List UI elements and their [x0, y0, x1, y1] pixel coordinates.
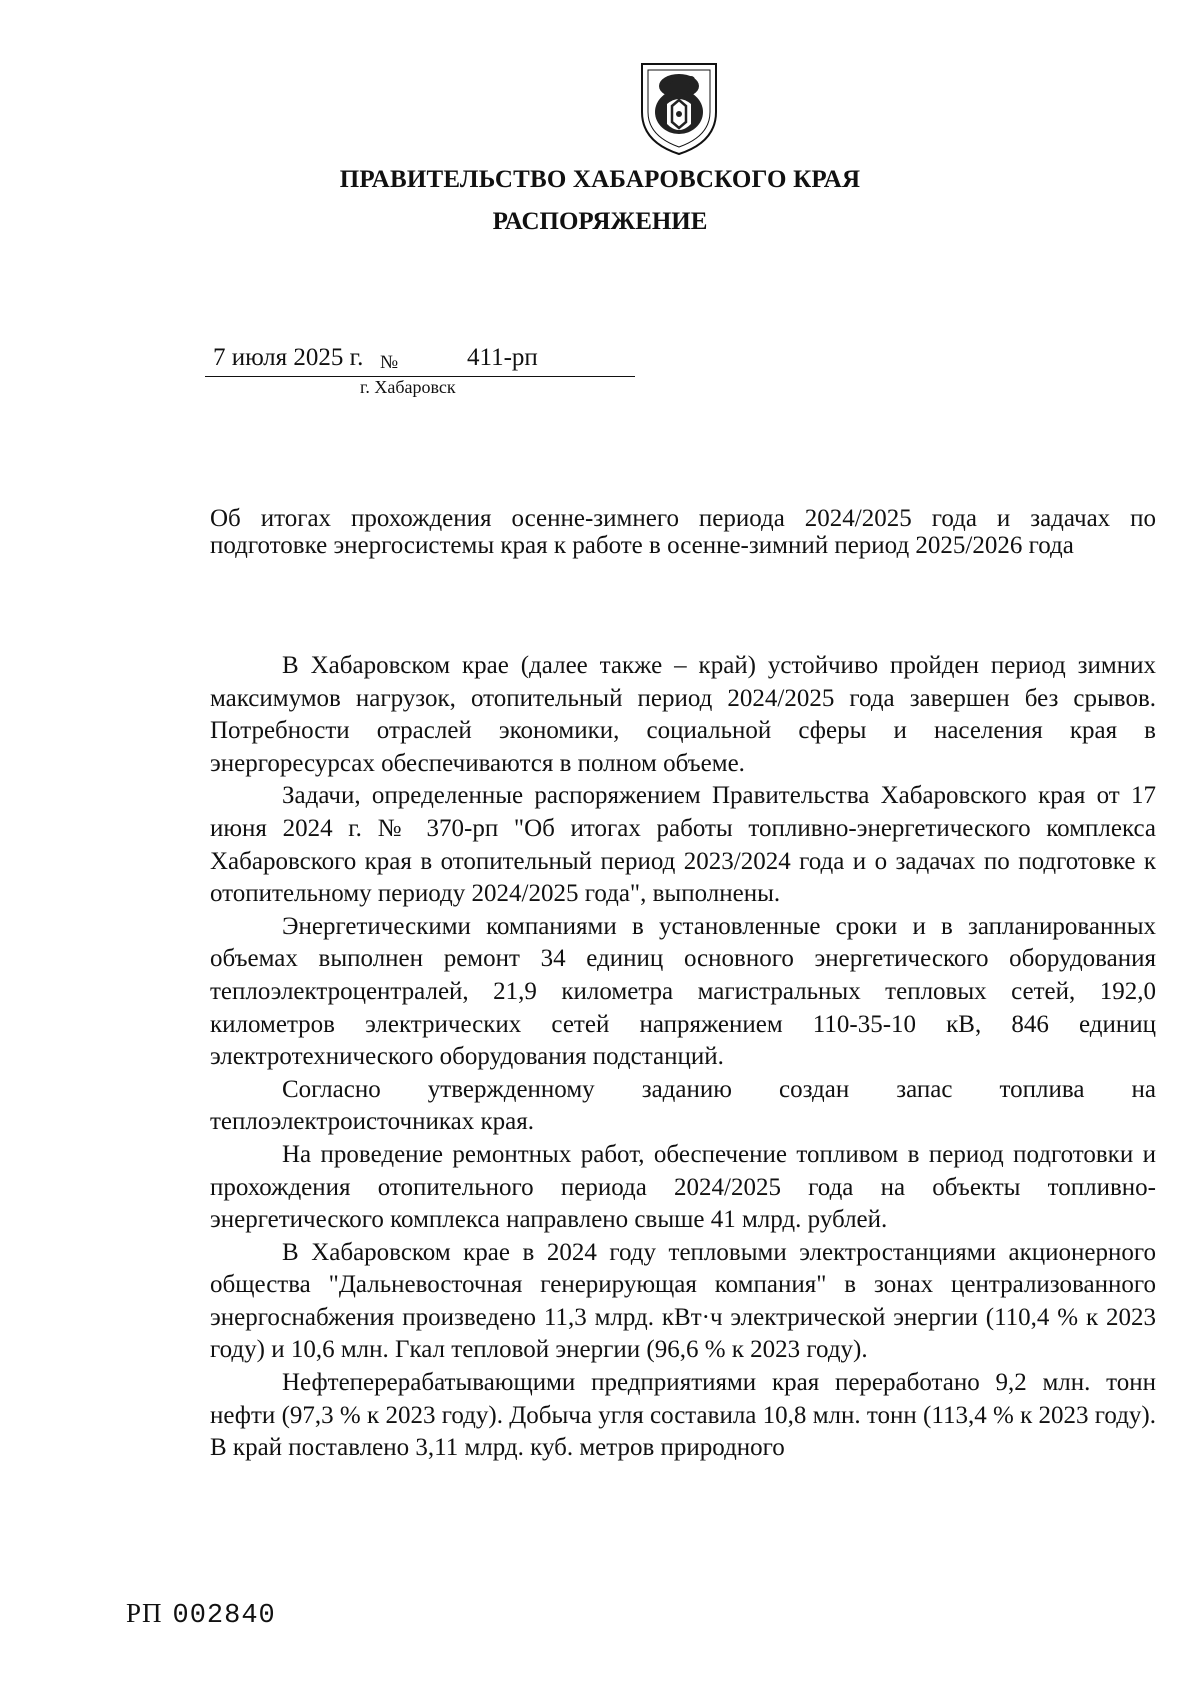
document-type: РАСПОРЯЖЕНИЕ: [492, 208, 708, 235]
paragraph: Согласно утвержденному заданию создан запас топлива на теплоэлектроисточниках края.: [210, 1075, 1156, 1136]
paragraph: В Хабаровском крае (далее также – край) устойчиво пройден период зимних максимумов нагрузок, отопительный период 2024/2025 года завершен без срывов. Потребности отраслей экономики, социальной сферы и населения края в энергоресурсах обеспечиваются в полном объеме.: [210, 652, 1156, 777]
document-subject: Об итогах прохождения осенне-зимнего периода 2024/2025 года и задачах по подготовке энергосистемы края к работе в осенне-зимний период 2025/2026 года: [210, 505, 1156, 559]
document-body: [210, 650, 1156, 1465]
serial-prefix: РП: [126, 1598, 163, 1628]
paragraph: На проведение ремонтных работ, обеспечение топливом в период подготовки и прохождения отопительного периода 2024/2025 года на объекты топливно-энергетического комплекса направлено свыше 41 млрд. рублей.: [210, 1140, 1156, 1234]
paragraph: Нефтеперерабатывающими предприятиями края переработано 9,2 млн. тонн нефти (97,3 % к 2023 году). Добыча угля составила 10,8 млн. тонн (113,4 % к 2023 году). В край поставлено 3,11 млрд. куб. метров природного: [210, 1369, 1156, 1462]
date-number-line: [205, 340, 635, 380]
document-date: 7 июля 2025 г.: [213, 344, 364, 371]
serial-number: 002840: [172, 1601, 276, 1631]
government-title: ПРАВИТЕЛЬСТВО ХАБАРОВСКОГО КРАЯ: [339, 166, 861, 193]
khabarovsk-coat-of-arms-icon: [636, 60, 722, 156]
document-serial: [126, 1598, 276, 1631]
document-city: г. Хабаровск: [360, 377, 456, 397]
paragraph: Задачи, определенные распоряжением Правительства Хабаровского края от 17 июня 2024 г. № 370-рп "Об итогах работы топливно-энергетического комплекса Хабаровского края в отопительный период 2023/2024 года и о задачах по подготовке к отопительному периоду 2024/2025 года", выполнены.: [210, 782, 1156, 908]
document-number: 411-рп: [467, 344, 538, 371]
paragraph: Энергетическими компаниями в установленные сроки и в запланированных объемах выполнен ремонт 34 единиц основного энергетического оборудования теплоэлектроцентралей, 21,9 километра магистральных тепловых сетей, 192,0 километров электрических сетей напряжением 110-35-10 кВ, 846 единиц электротехнического оборудования подстанций.: [210, 912, 1156, 1071]
paragraph: В Хабаровском крае в 2024 году тепловыми электростанциями акционерного общества "Дальневосточная генерирующая компания" в зонах централизованного энергоснабжения произведено 11,3 млрд. кВт·ч электрической энергии (110,4 % к 2023 году) и 10,6 млн. Гкал тепловой энергии (96,6 % к 2023 году).: [210, 1238, 1156, 1364]
number-sign: №: [380, 352, 399, 373]
